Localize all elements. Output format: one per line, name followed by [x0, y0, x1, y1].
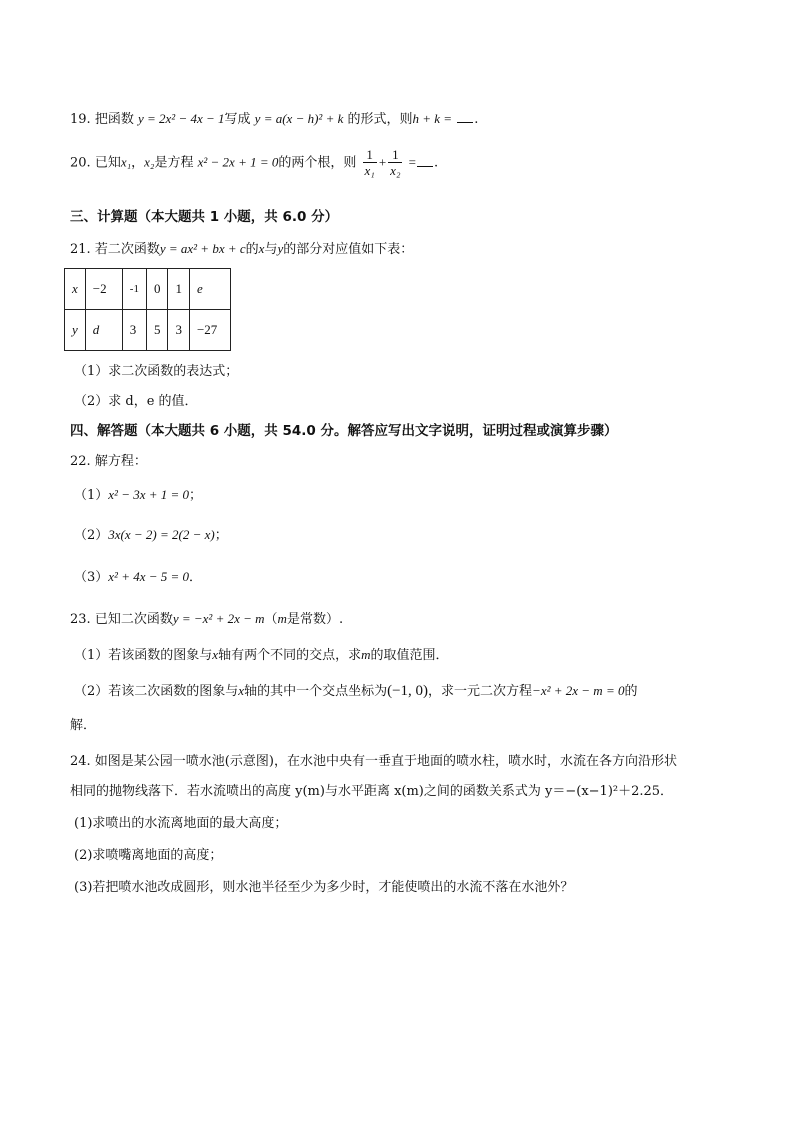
table-cell: 3: [168, 310, 190, 351]
math-expression: (−1, 0): [387, 683, 429, 699]
question-23: 23. 已知二次函数y = −x² + 2x − m（m是常数）.: [70, 611, 344, 627]
question-21-part-2: （2）求 d，e 的值．: [74, 394, 198, 409]
math-expression: h + k =: [412, 111, 453, 126]
question-24-line-2: 相同的抛物线落下．若水流喷出的高度 y(m)与水平距离 x(m)之间的函数关系式为 y＝−(x−1)²＋2.25．: [70, 784, 674, 799]
table-cell: 0: [146, 269, 168, 310]
question-23-part-2: （2）若该二次函数的图象与x轴的其中一个交点坐标为(−1, 0)，求一元二次方程−x² + 2x − m = 0的: [74, 683, 638, 699]
question-24-line-1: 24. 如图是某公园一喷水池(示意图)，在水池中央有一垂直于地面的喷水柱，喷水时，水流在各方向沿形状: [70, 754, 677, 769]
math-expression: x² − 3x + 1 = 0: [108, 487, 190, 502]
math-expression: 3x(x − 2) = 2(2 − x): [108, 527, 215, 542]
table-cell: y: [65, 310, 86, 351]
table-cell: x: [65, 269, 86, 310]
question-number: 20.: [70, 155, 91, 171]
math-expression: y = ax² + bx + c: [159, 241, 246, 256]
math-expression: y = 2x² − 4x − 1: [137, 111, 225, 126]
table-cell: 3: [122, 310, 146, 351]
math-expression: y = a(x − h)² + k: [254, 111, 344, 126]
answer-blank: [417, 154, 433, 167]
table-cell: -1: [122, 269, 146, 310]
question-number: 23.: [70, 612, 91, 627]
fraction: $\frac{1}{\text{x₁}}$: [364, 147, 375, 178]
question-19: 19. 把函数 y = 2x² − 4x − 1写成 y = a(x − h)² + k 的形式，则h + k = .: [70, 111, 479, 127]
table-cell: d: [85, 310, 122, 351]
question-24-part-3: (3)若把喷水池改成圆形，则水池半径至少为多少时，才能使喷出的水流不落在水池外？: [74, 880, 574, 895]
table-cell: −2: [85, 269, 122, 310]
question-23-part-2-cont: 解．: [70, 718, 97, 733]
table-cell: 5: [146, 310, 168, 351]
question-20: 20. 已知x₁，x₂是方程 x² − 2x + 1 = 0的两个根，则 $\frac{1}{\text{x₁}}$ + $\frac{1}{\text{x₂}}$ = .: [70, 147, 439, 178]
table-row: [65, 310, 231, 351]
math-expression: x² + 4x − 5 = 0: [108, 569, 190, 584]
table-cell: 1: [168, 269, 190, 310]
fraction: $\frac{1}{\text{x₂}}$: [390, 147, 401, 178]
question-22-part-2: （2）3x(x − 2) = 2(2 − x)；: [74, 527, 228, 543]
math-expression: x² − 2x + 1 = 0: [197, 154, 279, 170]
question-24-part-2: (2)求喷嘴离地面的高度；: [74, 848, 223, 863]
question-21-part-1: （1）求二次函数的表达式；: [74, 364, 239, 379]
question-21: 21. 若二次函数y = ax² + bx + c的x与y的部分对应值如下表：: [70, 241, 414, 257]
table-cell: e: [189, 269, 230, 310]
question-number: 22.: [70, 454, 91, 469]
section-3-heading: 三、计算题（本大题共 1 小题，共 6.0 分）: [70, 209, 339, 225]
question-24-part-1: (1)求喷出的水流离地面的最大高度；: [74, 816, 288, 831]
table-cell: −27: [189, 310, 230, 351]
question-23-part-1: （1）若该函数的图象与x轴有两个不同的交点，求m的取值范围．: [74, 647, 449, 663]
table-row: [65, 269, 231, 310]
question-22-part-3: （3）x² + 4x − 5 = 0．: [74, 569, 203, 585]
section-4-heading: 四、解答题（本大题共 6 小题，共 54.0 分。解答应写出文字说明，证明过程或演算步骤）: [70, 423, 618, 439]
value-table: [64, 268, 231, 351]
question-number: 19.: [70, 112, 91, 127]
math-expression: y = −x² + 2x − m: [172, 611, 265, 626]
question-number: 21.: [70, 242, 91, 257]
answer-blank: [457, 110, 473, 123]
question-22: 22. 解方程：: [70, 454, 147, 469]
math-expression: −x² + 2x − m = 0: [532, 683, 625, 698]
question-22-part-1: （1）x² − 3x + 1 = 0；: [74, 487, 203, 503]
